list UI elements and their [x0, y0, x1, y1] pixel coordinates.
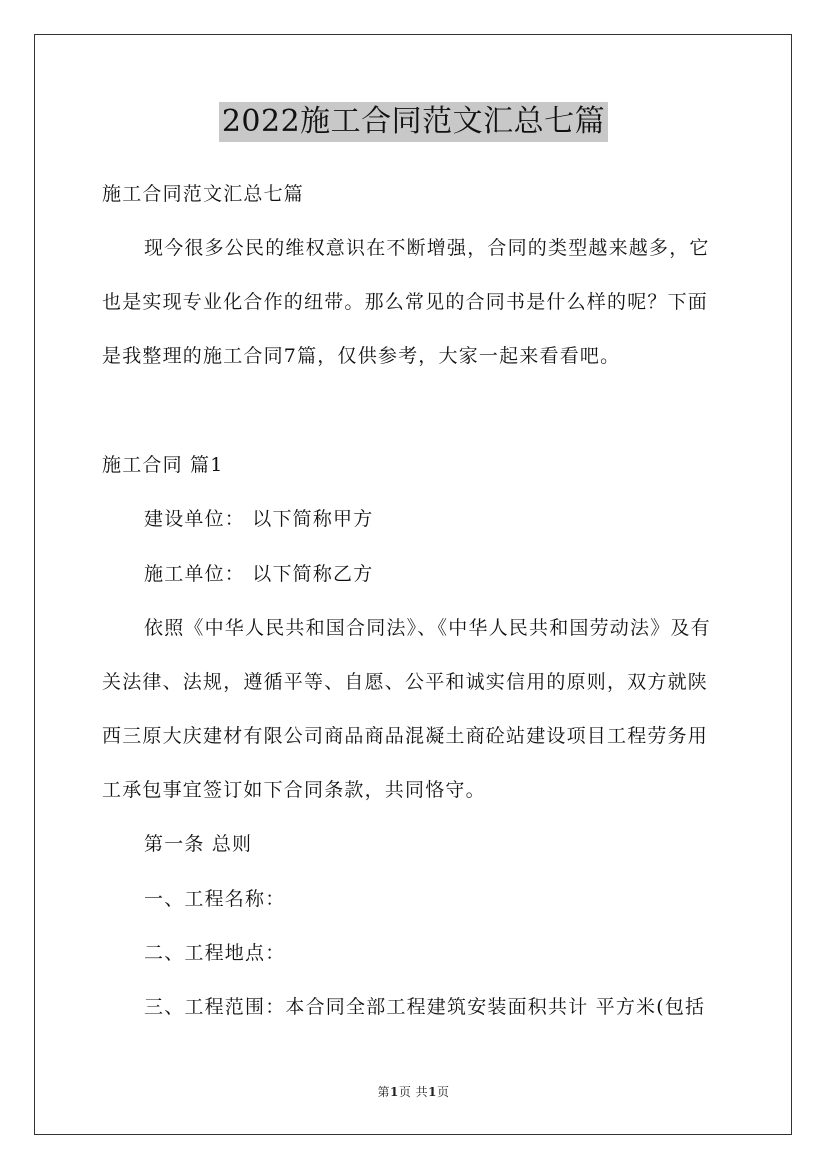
paragraph-line: 现今很多公民的维权意识在不断增强，合同的类型越来越多，它 — [144, 237, 710, 259]
page-footer — [0, 1083, 827, 1100]
paragraph-line: 建设单位： 以下简称甲方 — [144, 508, 374, 530]
document-title: 2022施工合同范文汇总七篇 — [219, 102, 608, 142]
title-container — [0, 102, 827, 142]
footer-text: 第 — [377, 1085, 390, 1099]
paragraph-line: 是我整理的施工合同7篇，仅供参考，大家一起来看看吧。 — [102, 345, 621, 367]
section-heading: 施工合同 篇1 — [102, 454, 224, 476]
paragraph-line: 工承包事宜签订如下合同条款，共同恪守。 — [102, 779, 486, 801]
footer-text: 页 — [437, 1085, 450, 1099]
subtitle-line: 施工合同范文汇总七篇 — [102, 183, 305, 205]
footer-page-number: 1 — [389, 1085, 399, 1099]
paragraph-line: 三、工程范围：本合同全部工程建筑安装面积共计 平方米(包括 — [144, 996, 706, 1018]
paragraph-line: 依照《中华人民共和国合同法》、《中华人民共和国劳动法》及有 — [144, 617, 711, 639]
paragraph-line: 施工单位： 以下简称乙方 — [144, 563, 374, 585]
paragraph-line: 关法律、法规，遵循平等、自愿、公平和诚实信用的原则，双方就陕 — [102, 671, 709, 693]
paragraph-line: 一、工程名称： — [144, 888, 286, 910]
article-heading: 第一条 总则 — [144, 833, 253, 855]
paragraph-line: 二、工程地点： — [144, 942, 286, 964]
paragraph-line: 也是实现专业化合作的纽带。那么常见的合同书是什么样的呢？下面 — [102, 291, 709, 313]
paragraph-line: 西三原大庆建材有限公司商品商品混凝土商砼站建设项目工程劳务用 — [102, 725, 709, 747]
footer-text: 页 共 — [398, 1085, 429, 1099]
footer-page-total: 1 — [428, 1085, 438, 1099]
